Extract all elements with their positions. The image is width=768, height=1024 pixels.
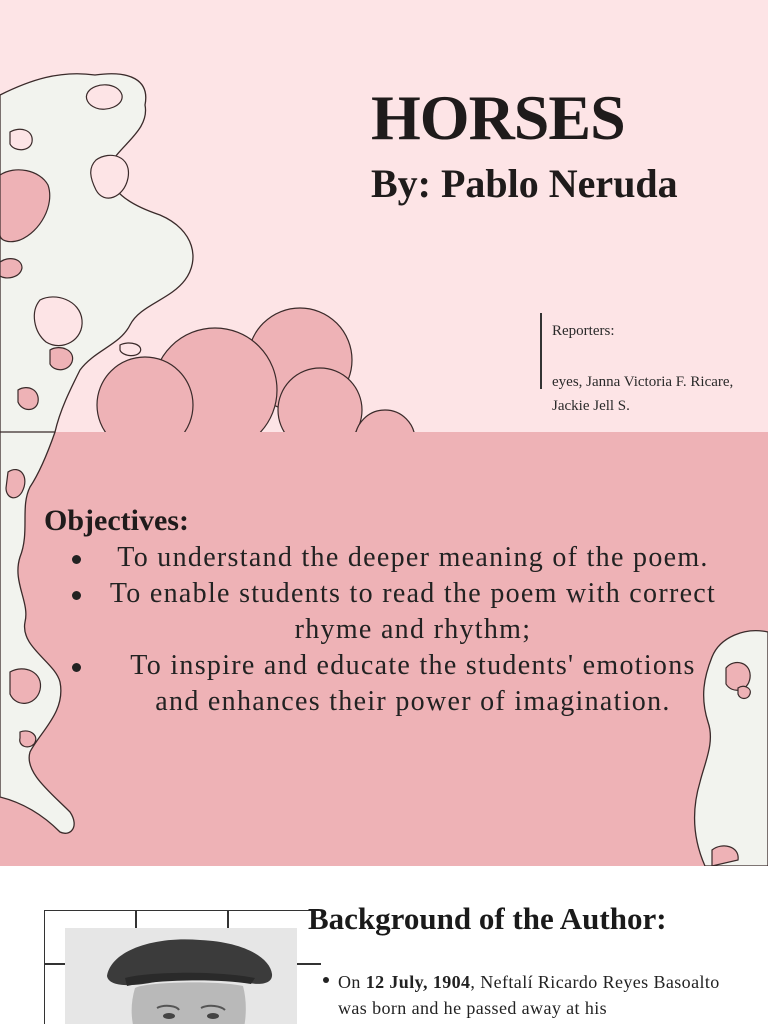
- decorative-blobs: [0, 0, 768, 432]
- bullet-icon: [72, 663, 81, 672]
- bullet-icon: [72, 555, 81, 564]
- objective-text: To understand the deeper meaning of the poem.: [117, 542, 709, 573]
- reporters-label: Reporters:: [552, 323, 615, 339]
- background-paragraph: [338, 969, 748, 1021]
- objective-text: To enable students to read the poem with correct rhyme and rhythm;: [109, 578, 717, 645]
- objective-text: To inspire and educate the students' emotions and enhances their power of imagination.: [130, 650, 696, 717]
- objectives-list: [68, 540, 718, 720]
- bullet-icon: [323, 977, 329, 983]
- portrait-icon: [65, 928, 297, 1024]
- objective-item: [68, 648, 718, 720]
- reporters-names: eyes, Janna Victoria F. Ricare, Jackie Jell S.: [552, 374, 734, 414]
- background-heading: Background of the Author:: [308, 901, 667, 936]
- text-rest: , Neftalí Ricardo Reyes Basoalto was born and he passed away at his: [338, 972, 720, 1018]
- objective-item: [68, 540, 718, 576]
- text-prefix: On: [338, 972, 366, 992]
- birth-date: 12 July, 1904: [365, 972, 471, 992]
- author-background-slide: [0, 866, 768, 1024]
- objectives-heading: Objectives:: [44, 504, 189, 537]
- title-slide: [0, 0, 768, 432]
- bullet-icon: [72, 591, 81, 600]
- reporters-divider: [540, 313, 542, 389]
- author-byline: By: Pablo Neruda: [371, 161, 678, 206]
- objective-item: [68, 576, 718, 648]
- author-portrait-photo: [65, 928, 297, 1024]
- slide-title: HORSES: [371, 82, 625, 153]
- objectives-slide: [0, 432, 768, 866]
